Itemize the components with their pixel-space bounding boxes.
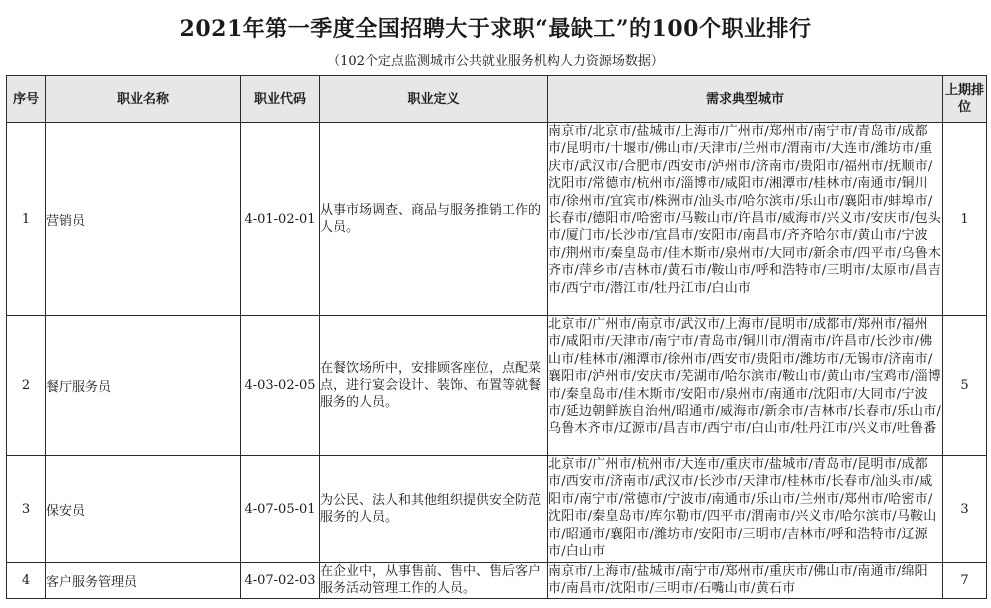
header-name: 职业名称: [46, 76, 241, 123]
cell-name: 客户服务管理员: [46, 563, 241, 599]
occupation-table: [6, 75, 987, 599]
cell-definition: 从事市场调查、商品与服务推销工作的人员。: [320, 123, 548, 316]
table-row: [7, 456, 987, 563]
cell-name: 保安员: [46, 456, 241, 563]
cell-prev-rank: 5: [943, 316, 987, 456]
cell-cities: 北京市/广州市/南京市/武汉市/上海市/昆明市/成都市/郑州市/福州市/咸阳市/天津市/南宁市/青岛市/铜川市/渭南市/许昌市/长沙市/佛山市/桂林市/湘潭市/徐州市/西安市/贵阳市/潍坊市/无锡市/济南市/襄阳市/泸州市/安庆市/芜湖市/哈尔滨市/鞍山市/黄山市/宝鸡市/淄博市/秦皇岛市/佳木斯市/安阳市/泉州市/南通市/沈阳市/大同市/宁波市/延边朝鲜族自治州/昭通市/威海市/新余市/吉林市/长春市/乐山市/乌鲁木齐市/辽源市/昌吉市/西宁市/白山市/牡丹江市/兴义市/吐鲁番: [548, 316, 943, 456]
cell-cities: 南京市/北京市/盐城市/上海市/广州市/郑州市/南宁市/青岛市/成都市/昆明市/十堰市/佛山市/天津市/兰州市/渭南市/大连市/潍坊市/重庆市/武汉市/合肥市/西安市/泸州市/济南市/贵阳市/福州市/抚顺市/沈阳市/常德市/杭州市/淄博市/咸阳市/湘潭市/桂林市/南通市/铜川市/徐州市/宜宾市/株洲市/汕头市/哈尔滨市/乐山市/襄阳市/蚌埠市/长春市/德阳市/哈密市/马鞍山市/许昌市/威海市/兴义市/安庆市/包头市/厦门市/长沙市/宜昌市/安阳市/南昌市/齐齐哈尔市/黄山市/宁波市/荆州市/秦皇岛市/佳木斯市/泉州市/大同市/新余市/四平市/乌鲁木齐市/萍乡市/吉林市/黄石市/鞍山市/呼和浩特市/三明市/太原市/昌吉市/西宁市/潜江市/牡丹江市/白山市: [548, 123, 943, 316]
cell-name: 营销员: [46, 123, 241, 316]
cell-seq: 4: [7, 563, 46, 599]
cell-code: 4-01-02-01: [241, 123, 320, 316]
header-definition: 职业定义: [320, 76, 548, 123]
cell-code: 4-07-02-03: [241, 563, 320, 599]
cell-seq: 2: [7, 316, 46, 456]
table-row: [7, 123, 987, 316]
cell-code: 4-07-05-01: [241, 456, 320, 563]
table-row: [7, 316, 987, 456]
cell-prev-rank: 3: [943, 456, 987, 563]
cell-seq: 3: [7, 456, 46, 563]
header-code: 职业代码: [241, 76, 320, 123]
header-prev-rank: 上期排位: [943, 76, 987, 123]
cell-prev-rank: 1: [943, 123, 987, 316]
cell-definition: 在企业中，从事售前、售中、售后客户服务活动管理工作的人员。: [320, 563, 548, 599]
cell-cities: 北京市/广州市/杭州市/大连市/重庆市/盐城市/青岛市/昆明市/成都市/西安市/济南市/武汉市/长沙市/天津市/桂林市/长春市/汕头市/咸阳市/南宁市/常德市/宁波市/南通市/乐山市/兰州市/郑州市/哈密市/沈阳市/秦皇岛市/库尔勒市/四平市/渭南市/兴义市/哈尔滨市/马鞍山市/昭通市/襄阳市/潍坊市/安阳市/三明市/吉林市/呼和浩特市/辽源市/白山市: [548, 456, 943, 563]
header-cities: 需求典型城市: [548, 76, 943, 123]
page-subtitle: （102个定点监测城市公共就业服务机构人力资源场数据）: [327, 54, 664, 69]
page-title: 2021年第一季度全国招聘大于求职“最缺工”的100个职业排行: [179, 16, 812, 42]
cell-prev-rank: 7: [943, 563, 987, 599]
header-seq: 序号: [7, 76, 46, 123]
cell-cities: 南京市/上海市/盐城市/南宁市/郑州市/重庆市/佛山市/南通市/绵阳市/南昌市/沈阳市/三明市/石嘴山市/黄石市: [548, 563, 943, 599]
cell-definition: 在餐饮场所中，安排顾客座位，点配菜点，进行宴会设计、装饰、布置等就餐服务的人员。: [320, 316, 548, 456]
cell-name: 餐厅服务员: [46, 316, 241, 456]
table-row: [7, 563, 987, 599]
cell-definition: 为公民、法人和其他组织提供安全防范服务的人员。: [320, 456, 548, 563]
cell-code: 4-03-02-05: [241, 316, 320, 456]
table-header-row: [7, 76, 987, 123]
cell-seq: 1: [7, 123, 46, 316]
